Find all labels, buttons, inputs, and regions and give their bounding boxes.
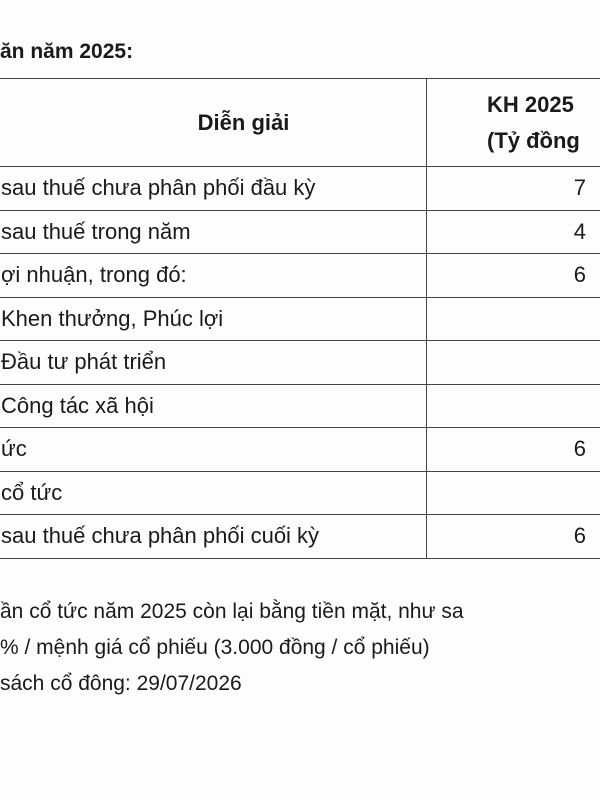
- row-value: [427, 297, 600, 341]
- row-value: [427, 384, 600, 428]
- note-line: sách cổ đông: 29/07/2026: [0, 672, 242, 695]
- row-value: 4: [427, 210, 600, 254]
- table-header-row: [0, 79, 600, 167]
- table-row: [0, 210, 600, 254]
- note-line: ần cổ tức năm 2025 còn lại bằng tiền mặt, như sa: [0, 600, 464, 623]
- row-label: sau thuế trong năm: [0, 210, 427, 254]
- row-label: ợi nhuận, trong đó:: [0, 254, 427, 298]
- row-label: Khen thưởng, Phúc lợi: [0, 297, 427, 341]
- row-label: sau thuế chưa phân phối đầu kỳ: [0, 167, 427, 211]
- row-label: ức: [0, 428, 427, 472]
- row-value: 6: [427, 428, 600, 472]
- table-row: [0, 297, 600, 341]
- notes-block: [0, 594, 464, 702]
- row-label: sau thuế chưa phân phối cuối kỳ: [0, 515, 427, 559]
- row-value: [427, 341, 600, 385]
- column-header-description: Diễn giải: [0, 79, 427, 167]
- profit-distribution-table: [0, 78, 600, 559]
- table-row: [0, 428, 600, 472]
- note-line: % / mệnh giá cổ phiếu (3.000 đồng / cổ phiếu): [0, 636, 430, 659]
- row-label: Công tác xã hội: [0, 384, 427, 428]
- row-value: 6: [427, 254, 600, 298]
- row-label: cổ tức: [0, 471, 427, 515]
- row-value: [427, 471, 600, 515]
- table-row: [0, 254, 600, 298]
- row-label: Đầu tư phát triển: [0, 341, 427, 385]
- section-heading: ăn năm 2025:: [0, 40, 134, 63]
- table-row: [0, 471, 600, 515]
- plan-header-line2: (Tỷ đồng: [487, 127, 580, 153]
- table-row: [0, 515, 600, 559]
- table-row: [0, 384, 600, 428]
- table-row: [0, 167, 600, 211]
- table-row: [0, 341, 600, 385]
- row-value: 7: [427, 167, 600, 211]
- column-header-plan-2025: [427, 79, 600, 167]
- plan-header-line1: KH 2025: [487, 91, 574, 117]
- row-value: 6: [427, 515, 600, 559]
